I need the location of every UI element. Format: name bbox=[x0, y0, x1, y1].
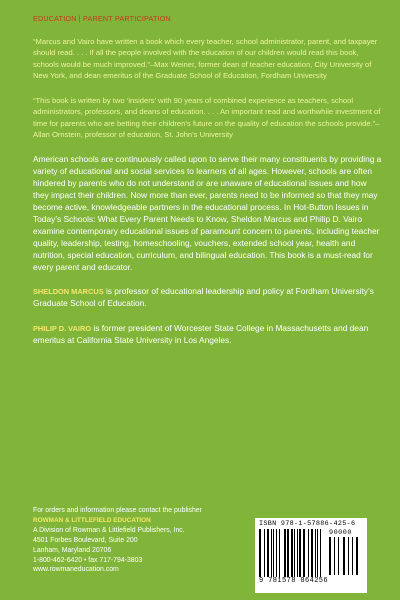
publisher-info bbox=[33, 506, 202, 575]
publisher-phone: 1-800-462-6420 • fax 717-794-3803 bbox=[33, 556, 143, 564]
publisher-address-line2: Lanham, Maryland 20706 bbox=[33, 546, 112, 554]
barcode-box bbox=[255, 518, 367, 593]
orders-intro: For orders and information please contact the publisher bbox=[33, 507, 202, 514]
barcode-bar bbox=[356, 537, 358, 575]
publisher-name: ROWMAN & LITTLEFIELD EDUCATION bbox=[33, 516, 151, 524]
barcode-bar bbox=[317, 529, 318, 577]
author-bio-text-marcus: is professor of educational leadership and policy at Fordham University’s Graduate School of Education. bbox=[33, 286, 374, 309]
barcode-bars-row bbox=[259, 529, 363, 577]
barcode-bar bbox=[299, 529, 301, 577]
author-name-marcus: SHELDON MARCUS bbox=[33, 287, 104, 297]
publisher-website: www.rowmaneducation.com bbox=[33, 566, 119, 574]
publisher-division: A Division of Rowman & Littlefield Publishers, Inc. bbox=[33, 526, 185, 534]
barcode-bar bbox=[311, 529, 313, 577]
barcode-bar bbox=[343, 537, 345, 575]
barcode-bar bbox=[348, 537, 349, 575]
isbn-text: ISBN 978-1-57886-425-6 bbox=[259, 520, 356, 528]
barcode-bar bbox=[284, 529, 286, 577]
barcode-bar bbox=[315, 529, 316, 577]
ean-digits: 9 781578 864256 bbox=[259, 577, 329, 585]
barcode-bar bbox=[329, 537, 331, 575]
endorsement-quote-weiner: “Marcus and Vairo have written a book which every teacher, school administrator, parent, and taxpayer should read. . . . If all the people involved with the education of our children would read this book, schools would be much improved.”–Max Weiner, former dean of teacher education, City University of New York, and dean emeritus of the Graduate School of Education, Fordham University bbox=[33, 37, 378, 80]
barcode-bar bbox=[338, 537, 339, 575]
endorsement-quote-ornstein: “This book is written by two ‘insiders’ with 90 years of combined experience as teachers, school administrators, professors, and deans of education. . . . An important read and worthwhile investment of time for parents who are betting their children’s future on the quality of education the schools provide.”–Allan Ornstein, professor of education, St. John’s University bbox=[33, 96, 381, 140]
barcode-bar bbox=[287, 529, 289, 577]
category-label: EDUCATION | PARENT PARTICIPATION bbox=[33, 14, 171, 23]
barcode-bar bbox=[264, 529, 265, 577]
publisher-address-line1: 4501 Forbes Boulevard, Suite 200 bbox=[33, 536, 138, 544]
barcode-bar bbox=[273, 529, 274, 577]
barcode-bar bbox=[279, 529, 280, 577]
author-name-vairo: PHILIP D. VAIRO bbox=[33, 324, 92, 334]
barcode-bar bbox=[294, 529, 295, 577]
author-bio-vairo bbox=[33, 323, 384, 347]
barcode-bar bbox=[334, 537, 335, 575]
barcode-bar bbox=[259, 529, 261, 577]
price-addon-barcode-graphic bbox=[329, 537, 359, 575]
barcode-bar bbox=[271, 529, 272, 577]
barcode-bar bbox=[267, 529, 269, 577]
barcode-bar bbox=[291, 529, 293, 577]
ean-barcode-graphic bbox=[259, 529, 323, 577]
author-bio-marcus bbox=[33, 286, 384, 310]
author-bio-text-vairo: is former president of Worcester State College in Massachusetts and dean emeritus at California State University in Los Angeles. bbox=[33, 323, 369, 346]
barcode-bar bbox=[297, 529, 298, 577]
book-description: American schools are continuously called upon to serve their many constituents by providing a variety of educational and social services to learners of all ages. However, schools are often hindered by parents who do not understand or are unaware of educational issues and how they impact their children. Now more than ever, parents need to be informed so that they may become active, knowledgeable partners in the educational process. In Hot-Button Issues in Today’s Schools: What Every Parent Needs to Know, Sheldon Marcus and Philip D. Vairo examine contemporary educational issues of paramount concern to parents, including teacher quality, leadership, testing, homeschooling, vouchers, extended school year, health and nutrition, special education, curriculum, and bilingual education. This book is a must-read for every parent and educator. bbox=[33, 154, 382, 272]
barcode-bar bbox=[320, 529, 321, 577]
barcode-bar bbox=[303, 529, 305, 577]
barcode-bar bbox=[276, 529, 277, 577]
barcode-bar bbox=[308, 529, 309, 577]
price-code: 90000 bbox=[329, 529, 352, 537]
barcode-bar bbox=[352, 537, 353, 575]
